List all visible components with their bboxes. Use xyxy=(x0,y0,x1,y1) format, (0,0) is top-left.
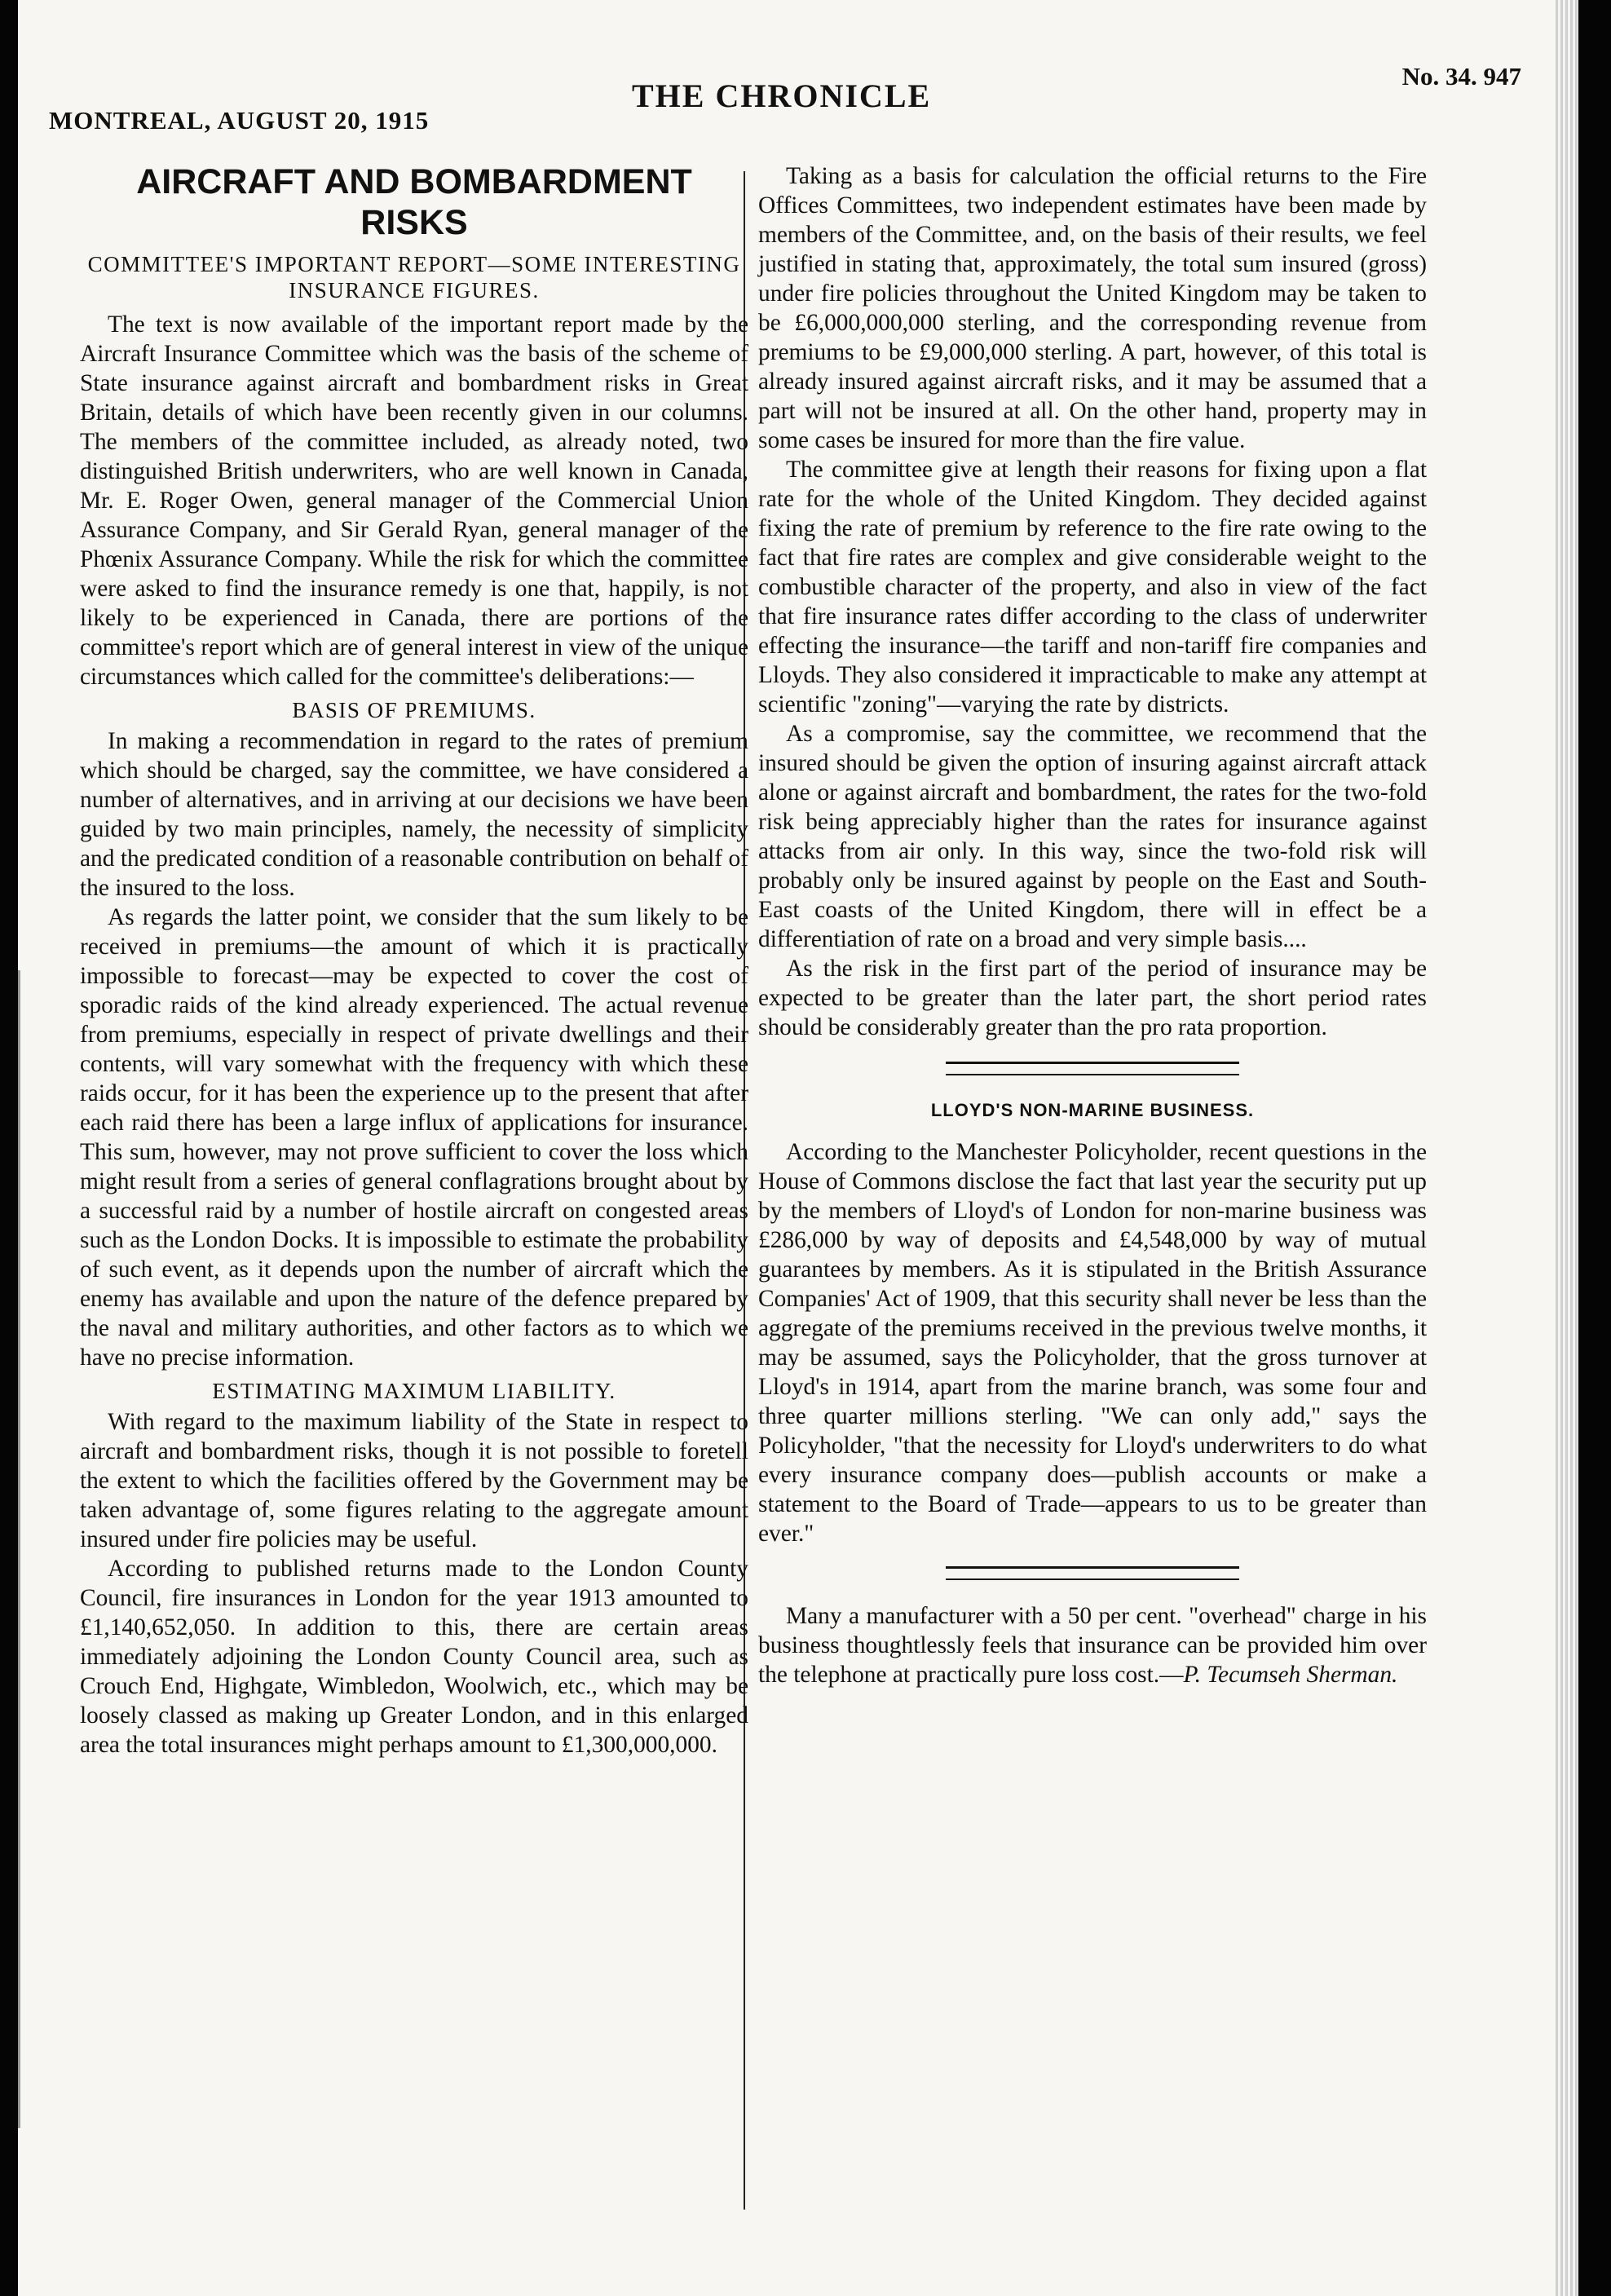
paragraph: As regards the latter point, we consider that the sum likely to be received in premiums—the amount of which it is practically impossible to forecast—may be expected to cover the cost of sporadic raids of the kind already experienced. The actual revenue from premiums, especially in respect of private dwellings and their contents, will vary somewhat with the frequency with which these raids occur, for it has been the experience up to the present that after each raid there has been a large influx of applications for insurance. This sum, however, may not prove sufficient to cover the loss which might result from a series of general conflagrations brought about by a successful raid by a number of hostile aircraft on congested areas such as the London Docks. It is impossible to estimate the probability of such event, as it depends upon the number of aircraft which the enemy has available and upon the nature of the defence prepared by the naval and military authorities, and other factors as to which we have no precise information. xyxy=(80,904,748,1371)
section-heading-basis-of-premiums: BASIS OF PREMIUMS. xyxy=(292,698,536,722)
header-issue-page: No. 34. 947 xyxy=(1401,62,1521,91)
header-publication-title: THE CHRONICLE xyxy=(632,77,932,114)
paragraph: As a compromise, say the committee, we recommend that the insured should be given the option of insuring against aircraft attack alone or against aircraft and bombardment, the rates for the two-fold risk being appreciably higher than the rates for insurance against attacks from air only. In this way, since the two-fold risk will probably only be insured against by people on the East and South-East coasts of the United Kingdom, there will in effect be a differentiation of rate on a broad and very simple basis.... xyxy=(758,721,1427,952)
scan-left-page-stub xyxy=(0,970,20,2128)
scan-right-edge xyxy=(1578,0,1611,2296)
paragraph: Taking as a basis for calculation the official returns to the Fire Offices Committees, two independent estimates have been made by members of the Committee, and, on the basis of their results, we feel justified in stating that, approximately, the total sum insured (gross) under fire policies throughout the United Kingdom may be taken to be £6,000,000,000 sterling, and the corresponding revenue from premiums to be £9,000,000 sterling. A part, however, of this total is already insured against aircraft risks, and it may be assumed that a part will not be insured at all. On the other hand, property may in some cases be insured for more than the fire value. xyxy=(758,163,1427,453)
quote-author: P. Tecumseh Sherman. xyxy=(1183,1662,1398,1688)
paragraph: According to published returns made to the London County Council, fire insurances in London for the year 1913 amounted to £1,140,652,050. In addition to this, there are certain areas immediately adjoining the London County Council area, such as Crouch End, Highgate, Wimbledon, Woolwich, etc., which may be loosely classed as making up Greater London, and in this enlarged area the total insurances might perhaps amount to £1,300,000,000. xyxy=(80,1556,748,1758)
article-intro-paragraph: The text is now available of the important report made by the Aircraft Insurance Committee which was the basis of the scheme of State insurance against aircraft and bombardment risks in Great Britain, details of which have been recently given in our columns. The members of the committee included, as already noted, two distinguished British underwriters, who are well known in Canada, Mr. E. Roger Owen, general manager of the Commercial Union Assurance Company, and Sir Gerald Ryan, general manager of the Phœnix Assurance Company. While the risk for which the committee were asked to find the insurance remedy is one that, happily, is not likely to be experienced in Canada, there are portions of the committee's report which are of general interest in view of the unique circumstances which called for the committee's deliberations:— xyxy=(80,311,748,690)
lloyds-article-body: According to the Manchester Policyholder, recent questions in the House of Commons disclose the fact that last year the security put up by the members of Lloyd's of London for non-marine business was £286,000 by way of deposits and £4,548,000 by way of mutual guarantees by members. As it is stipulated in the British Assurance Companies' Act of 1909, that this security shall never be less than the aggregate of the premiums received in the previous twelve months, it may be assumed, says the Policyholder, that the gross turnover at Lloyd's in 1914, apart from the marine branch, was some four and three quarter millions sterling. "We can only add," says the Policyholder, "that the necessity for Lloyd's underwriters to do what every insurance company does—publish accounts or make a statement to the Board of Trade—appears to us to be greater than ever." xyxy=(758,1139,1427,1547)
double-rule xyxy=(946,1062,1239,1075)
paragraph: With regard to the maximum liability of the State in respect to aircraft and bombardment risks, though it is not possible to foretell the extent to which the facilities offered by the Government may be taken advantage of, some figures relating to the aggregate amount insured under fire policies may be useful. xyxy=(80,1409,748,1552)
lloyds-article-headline: LLOYD'S NON-MARINE BUSINESS. xyxy=(930,1100,1255,1120)
left-column xyxy=(80,161,748,1760)
header-location-date: MONTREAL, AUGUST 20, 1915 xyxy=(49,106,430,135)
paragraph: In making a recommendation in regard to the rates of premium which should be charged, say the committee, we have considered a number of alternatives, and in arriving at our decisions we have been guided by two main principles, namely, the necessity of simplicity and the predicated condition of a reasonable contribution on behalf of the insured to the loss. xyxy=(80,728,748,901)
quote-text: Many a manufacturer with a 50 per cent. "overhead" charge in his business thoughtlessly feels that insurance can be provided him over the telephone at practically pure loss cost.— xyxy=(758,1603,1427,1688)
article-headline: AIRCRAFT AND BOMBARDMENT RISKS xyxy=(136,162,692,242)
closing-quote xyxy=(758,1601,1427,1689)
section-heading-maximum-liability: ESTIMATING MAXIMUM LIABILITY. xyxy=(212,1379,616,1403)
article-subheadline: COMMITTEE'S IMPORTANT REPORT—SOME INTERESTING INSURANCE FIGURES. xyxy=(87,252,741,302)
scan-page-edges xyxy=(1556,0,1578,2296)
running-header xyxy=(41,62,1521,135)
double-rule xyxy=(946,1566,1239,1580)
paragraph: As the risk in the first part of the period of insurance may be expected to be greater than the later part, the short period rates should be considerably greater than the pro rata proportion. xyxy=(758,956,1427,1040)
paragraph: The committee give at length their reasons for fixing upon a flat rate for the whole of the United Kingdom. They decided against fixing the rate of premium by reference to the fire rate owing to the fact that fire rates are complex and give considerable weight to the combustible character of the property, and also in view of the fact that fire insurance rates differ according to the class of underwriter effecting the insurance—the tariff and non-tariff fire companies and Lloyds. They also considered it impracticable to make any attempt at scientific "zoning"—varying the rate by districts. xyxy=(758,457,1427,718)
right-column xyxy=(758,161,1427,1689)
